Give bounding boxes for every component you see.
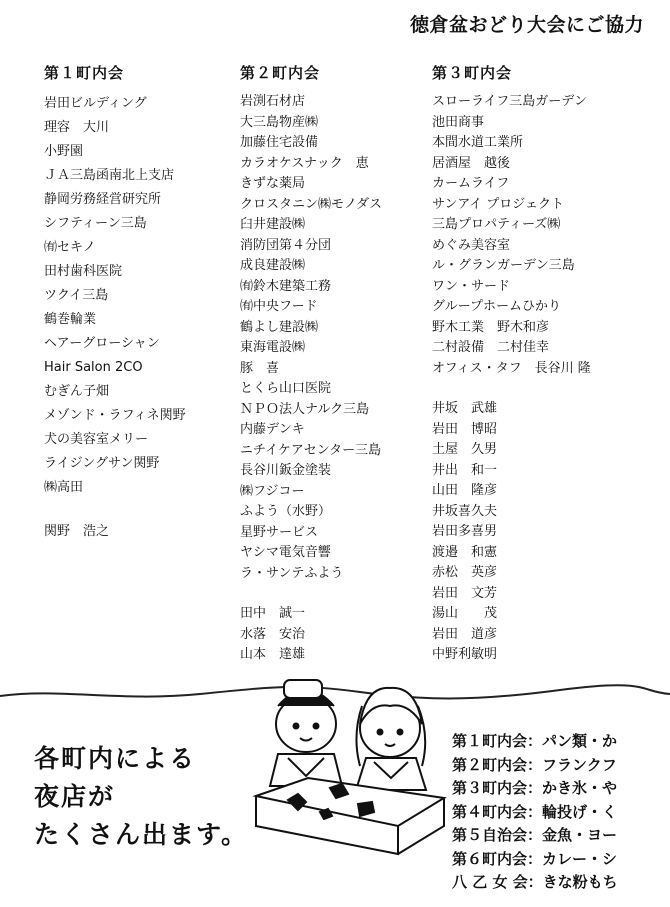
sponsor-item: ル・グランガーデン三島: [432, 258, 575, 273]
sponsor-item: 理容 大川: [44, 120, 110, 135]
sponsor-item: めぐみ美容室: [432, 237, 511, 253]
sponsor-item: 田村歯科医院: [44, 264, 123, 279]
individual-item: 岩田 文芳: [432, 585, 498, 601]
individual-item: 岩田多喜男: [432, 524, 498, 539]
stall-item: 第６町内会：カレー・シ: [452, 849, 618, 868]
sponsor-item: ワン・サード: [432, 278, 511, 294]
sponsor-item: カームライフ: [432, 176, 510, 191]
individual-item: 湯山 茂: [432, 606, 498, 621]
sponsor-item: 大三島物産㈱: [240, 114, 319, 130]
sponsor-item: 静岡労務経営研究所: [44, 192, 162, 207]
sponsor-item: カラオケスナック 恵: [240, 155, 369, 171]
individual-item: 土屋 久男: [432, 442, 498, 457]
sponsor-item: ニチイケアセンター三島: [240, 442, 382, 458]
sponsor-item: ＮＰＯ法人ナルク三島: [240, 401, 370, 417]
slogan-line: 各町内による: [34, 744, 197, 773]
individual-item: 水落 安治: [240, 626, 306, 642]
sponsor-item: 本間水道工業所: [432, 135, 524, 150]
column-town-2: [240, 62, 430, 666]
sponsor-item: 居酒屋 越後: [432, 155, 511, 171]
individual-item: 山本 達雄: [240, 647, 306, 662]
individual-item: 井坂 武雄: [432, 401, 498, 416]
individual-item: 田中 誠一: [240, 606, 306, 621]
sponsor-item: シフティーン三島: [44, 216, 147, 231]
sponsor-item: 二村設備 二村佳幸: [432, 340, 550, 355]
stall-item: 第４町内会：輪投げ・く: [452, 802, 618, 821]
sponsor-item: 豚 喜: [240, 360, 280, 376]
column-town-3: [432, 62, 632, 666]
sponsor-item: 消防団第４分団: [240, 237, 332, 253]
stall-item: 第２町内会：フランクフ: [452, 755, 617, 774]
sponsor-item: 内藤デンキ: [240, 422, 305, 437]
individual-item: 関野 浩之: [44, 524, 110, 539]
sponsor-item: 成良建設㈱: [240, 258, 306, 273]
sponsor-item: 池田商事: [432, 114, 485, 130]
individual-item: 岩田 博昭: [432, 421, 498, 437]
individual-item: 井出 和一: [432, 462, 498, 478]
kids-illustration: [248, 666, 448, 856]
sponsor-item: 東海電設㈱: [240, 340, 306, 355]
sponsor-item: 岩渕石材店: [240, 94, 306, 109]
sponsor-item: 三島プロパティーズ㈱: [432, 217, 561, 232]
sponsor-item: 犬の美容室メリー: [44, 432, 149, 447]
stall-item: 八 乙 女 会：きな粉もち: [452, 873, 618, 891]
sponsor-item: むぎん子畑: [44, 384, 110, 399]
sponsor-item: ヘアーグローシャン: [44, 336, 160, 351]
sponsor-item: 小野園: [44, 144, 84, 159]
sponsor-item: 岩田ビルディング: [44, 96, 147, 111]
sponsor-item: ラ・サンテふよう: [240, 565, 344, 581]
sponsor-item: 星野サービス: [240, 524, 319, 540]
column-town-1: [44, 62, 234, 544]
sponsor-item: クロスタニン㈱モノダス: [240, 196, 382, 212]
sponsor-item: スローライフ三島ガーデン: [432, 94, 587, 109]
sponsor-item: グループホームひかり: [432, 299, 561, 314]
individual-item: 渡邉 和憲: [432, 544, 498, 560]
sponsor-item: ㈱フジコー: [240, 483, 305, 499]
individual-item: 岩田 道彦: [432, 626, 498, 642]
slogan-line: たくさん出ます。: [34, 820, 249, 849]
sponsor-item: きずな薬局: [240, 176, 306, 191]
sponsor-list: [240, 92, 430, 666]
sponsor-item: とくら山口医院: [240, 381, 332, 396]
sponsor-item: メゾンド・ラフィネ関野: [44, 408, 186, 423]
sponsor-item: ＪＡ三島函南北上支店: [44, 168, 175, 183]
sponsor-item: ㈲セキノ: [44, 240, 96, 255]
sponsor-list: [432, 92, 632, 666]
sponsor-item: サンアイ プロジェクト: [432, 196, 565, 212]
individual-item: 井坂喜久夫: [432, 503, 498, 519]
sponsor-item: 鶴巻輪業: [44, 312, 97, 327]
individual-item: 中野利敏明: [432, 647, 498, 662]
page-title: 徳倉盆おどり大会にご協力: [410, 14, 645, 36]
column-heading: 第１町内会: [44, 64, 125, 82]
sponsor-item: ふよう（水野）: [240, 504, 332, 519]
sponsor-item: ヤシマ電気音響: [240, 545, 331, 560]
stall-item: 第３町内会：かき氷・や: [452, 779, 618, 797]
sponsor-item: オフィス・タフ 長谷川 隆: [432, 360, 591, 376]
sponsor-item: ㈱高田: [44, 480, 84, 495]
sponsor-item: Hair Salon 2CO: [44, 360, 143, 375]
stall-item: 第５自治会：金魚・ヨー: [452, 826, 618, 844]
sponsor-item: 野木工業 野木和彦: [432, 319, 550, 335]
slogan-line: 夜店が: [34, 782, 116, 811]
sponsor-item: 鶴よし建設㈱: [240, 319, 319, 335]
stall-item: 第１町内会：パン類・か: [452, 732, 618, 750]
sponsor-item: 加藤住宅設備: [240, 135, 319, 150]
individual-item: 山田 隆彦: [432, 483, 498, 498]
sponsor-list: [44, 92, 234, 544]
individual-item: 赤松 英彦: [432, 565, 498, 580]
sponsor-item: ㈲鈴木建築工務: [240, 278, 332, 294]
sponsor-item: ツクイ三島: [44, 288, 109, 303]
sponsor-item: 長谷川鈑金塗装: [240, 463, 332, 478]
sponsor-item: 臼井建設㈱: [240, 217, 306, 232]
stall-list: [452, 730, 670, 895]
column-heading: 第２町内会: [240, 64, 321, 82]
night-stalls-slogan: [34, 740, 248, 854]
sponsor-item: ライジングサン関野: [44, 456, 160, 471]
column-heading: 第３町内会: [432, 64, 513, 82]
sponsor-item: ㈲中央フード: [240, 299, 318, 314]
